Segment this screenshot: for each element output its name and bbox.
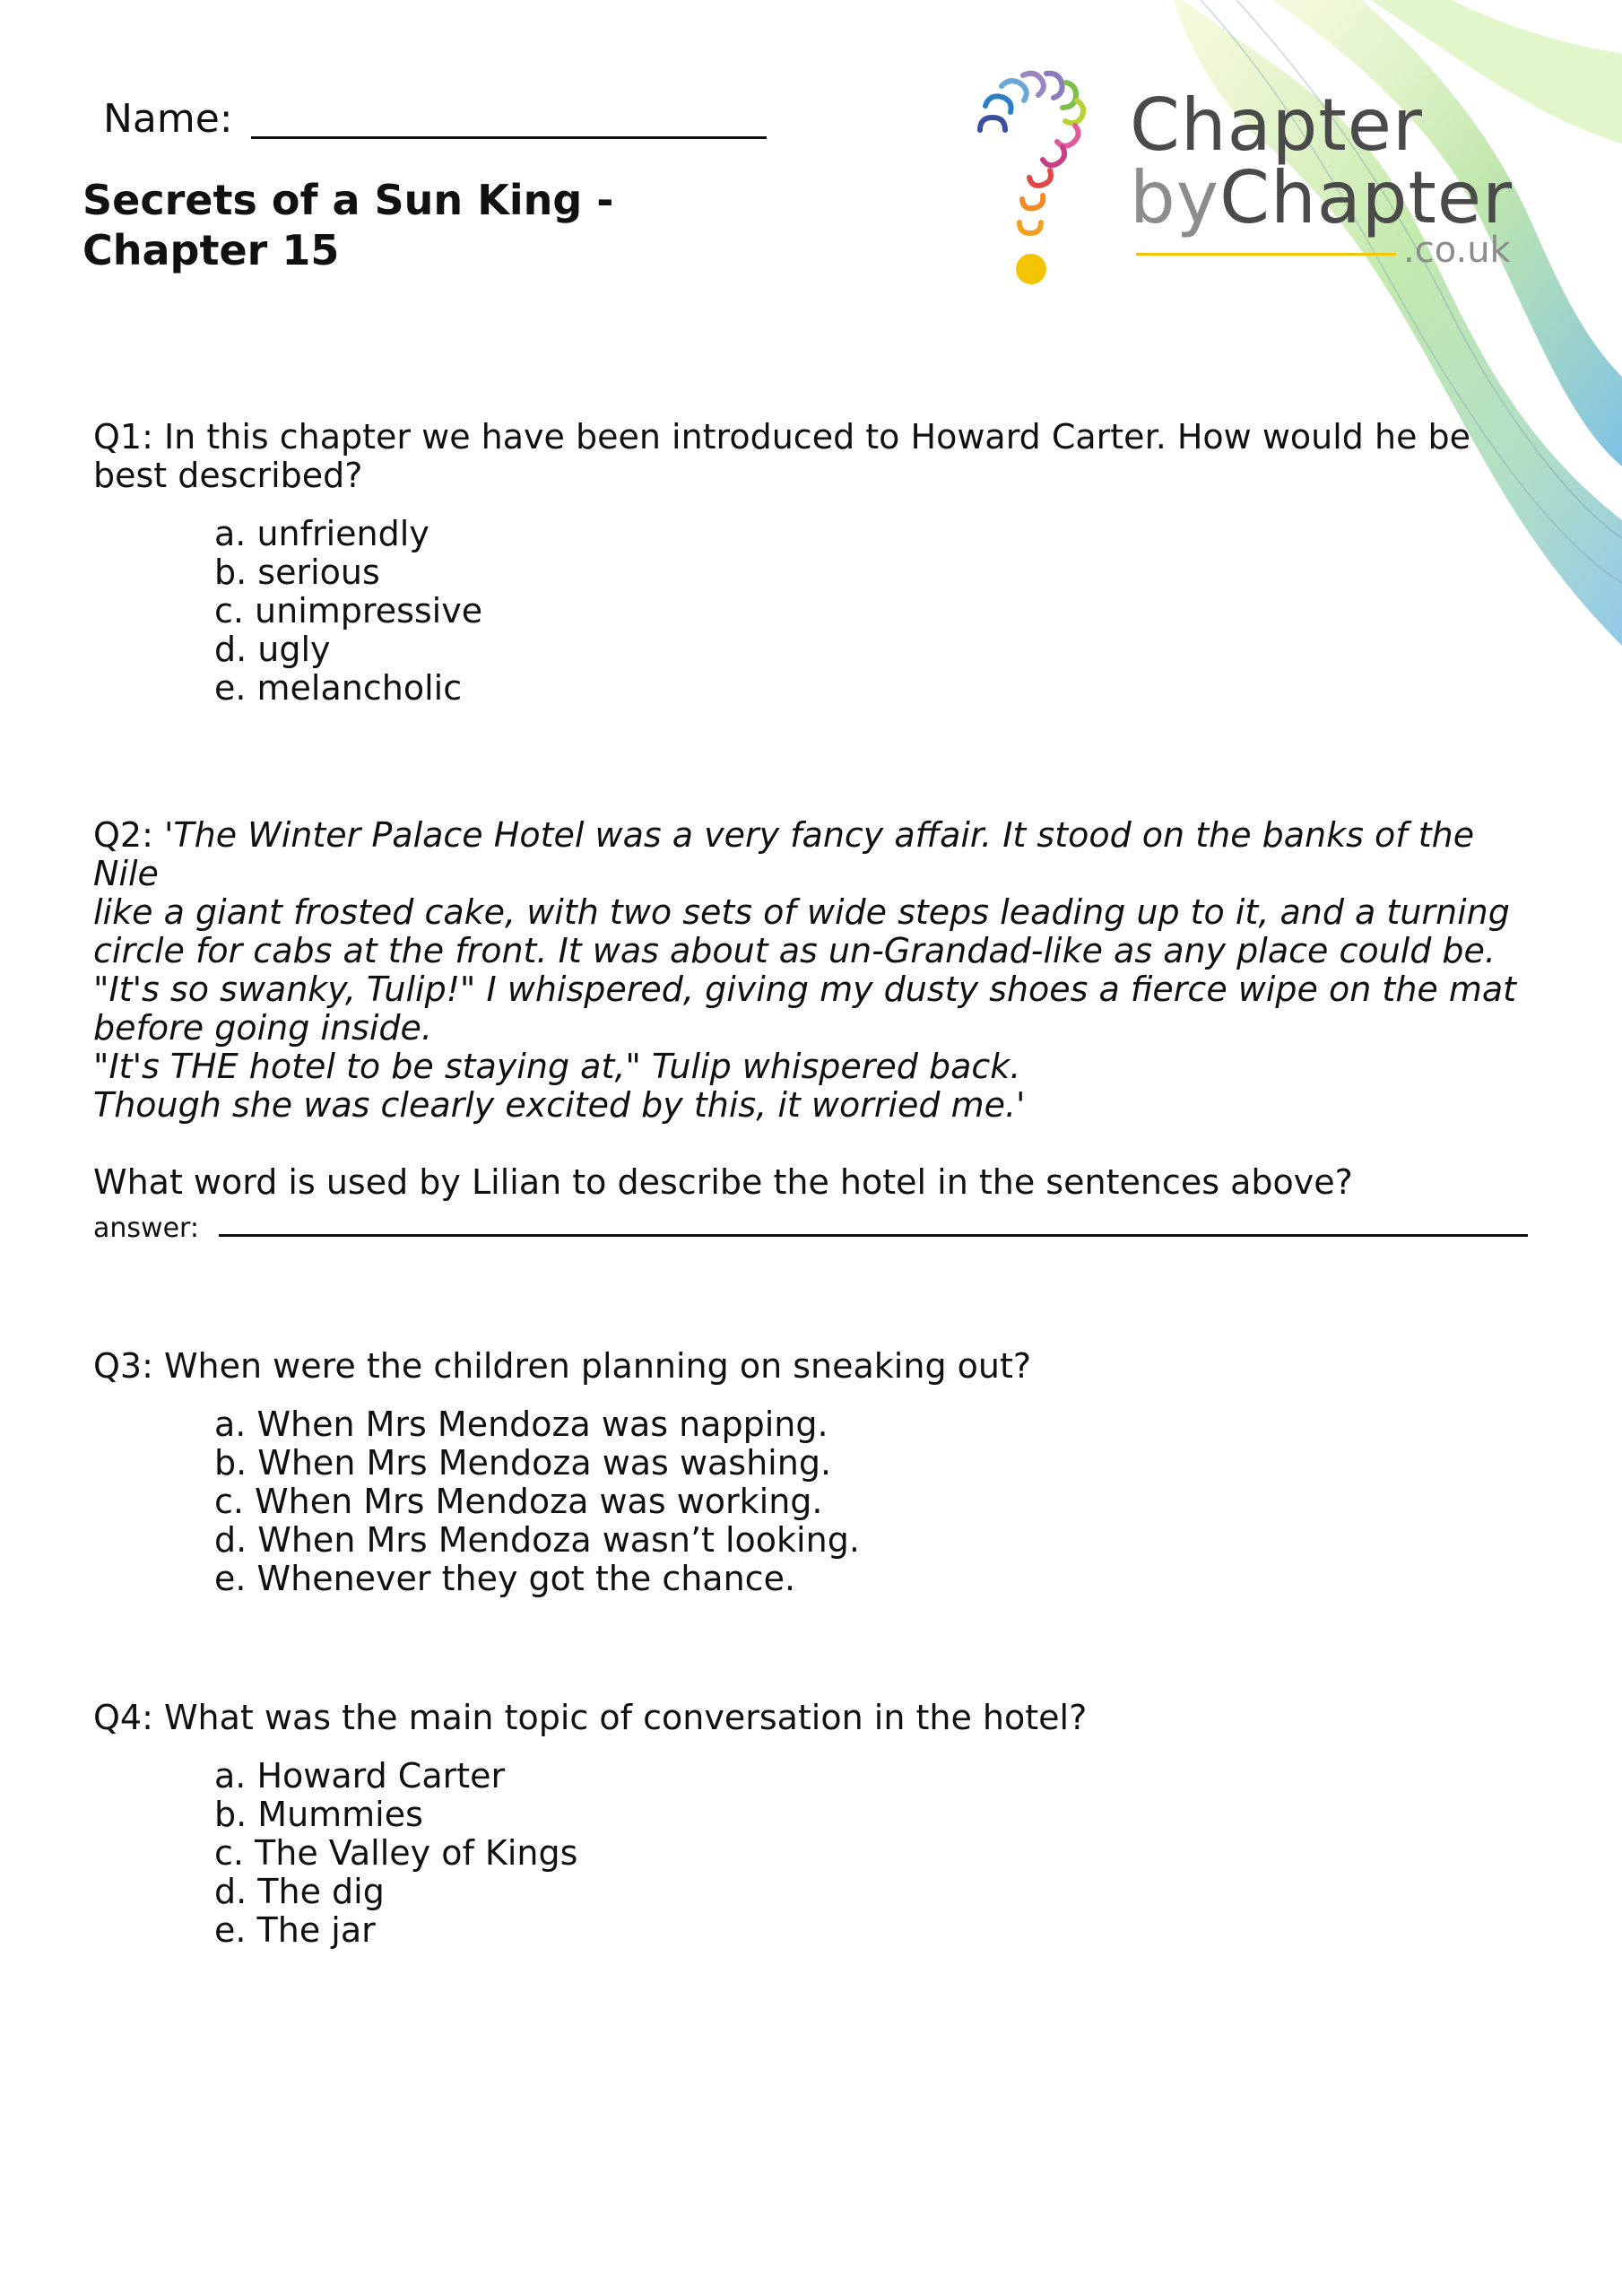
name-blank-line[interactable] xyxy=(251,97,767,139)
answer-label: answer: xyxy=(93,1213,199,1244)
logo-underline xyxy=(1136,253,1396,256)
quote-line: "It's so swanky, Tulip!" I whispered, giving my dusty shoes a fierce wipe on the mat xyxy=(93,970,1517,1009)
option-item[interactable]: a. unfriendly xyxy=(214,514,429,553)
question-2-text: What word is used by Lilian to describe the hotel in the sentences above? xyxy=(93,1162,1353,1202)
question-3-text: Q3: When were the children planning on sneaking out? xyxy=(93,1346,1032,1386)
option-item[interactable]: b. When Mrs Mendoza was washing. xyxy=(214,1443,832,1483)
question-2-prefix: Q2: xyxy=(93,815,164,855)
quote-line: like a giant frosted cake, with two sets of wide steps leading up to it, and a turning xyxy=(93,892,1510,932)
quote-line: before going inside. xyxy=(93,1008,432,1048)
question-2-quote xyxy=(93,816,1546,1125)
quote-line: "It's THE hotel to be staying at," Tulip whispered back. xyxy=(93,1047,1021,1086)
name-field-row xyxy=(103,90,767,142)
option-item[interactable]: b. serious xyxy=(214,552,380,592)
option-item[interactable]: b. Mummies xyxy=(214,1795,423,1834)
logo-line-by-chapter xyxy=(1130,156,1513,239)
name-label: Name: xyxy=(103,96,233,142)
option-item[interactable]: e. The jar xyxy=(214,1910,376,1950)
logo-chapter-2: Chapter xyxy=(1219,156,1513,239)
quote-line: Though she was clearly excited by this, it worried me.' xyxy=(93,1085,1026,1125)
logo-line-chapter: Chapter xyxy=(1130,83,1423,167)
option-item[interactable]: e. melancholic xyxy=(214,668,463,708)
chapter-by-chapter-logo xyxy=(964,54,1538,314)
question-4-options xyxy=(214,1757,1546,1950)
logo-wordmark xyxy=(1130,83,1513,239)
question-2-answer-row xyxy=(93,1213,1528,1244)
question-3-options xyxy=(214,1405,1546,1598)
quote-line: circle for cabs at the front. It was about as un-Grandad-like as any place could be. xyxy=(93,931,1496,970)
question-1-options xyxy=(214,515,1546,708)
question-4 xyxy=(93,1699,1546,1950)
option-item[interactable]: d. ugly xyxy=(214,630,331,669)
option-item[interactable]: d. The dig xyxy=(214,1872,385,1911)
option-item[interactable]: c. The Valley of Kings xyxy=(214,1833,578,1873)
option-item[interactable]: d. When Mrs Mendoza wasn’t looking. xyxy=(214,1520,860,1560)
question-1-text: Q1: In this chapter we have been introduced to Howard Carter. How would he be best described? xyxy=(93,417,1471,495)
logo-by: by xyxy=(1130,156,1220,239)
question-4-text: Q4: What was the main topic of conversation in the hotel? xyxy=(93,1698,1088,1737)
option-item[interactable]: c. unimpressive xyxy=(214,591,483,631)
question-mark-books-icon xyxy=(964,54,1125,314)
question-2 xyxy=(93,816,1546,1202)
option-item[interactable]: e. Whenever they got the chance. xyxy=(214,1559,796,1598)
question-3 xyxy=(93,1347,1546,1598)
logo-domain: .co.uk xyxy=(1403,230,1511,271)
question-1 xyxy=(93,418,1546,708)
answer-input-line[interactable] xyxy=(219,1207,1528,1237)
option-item[interactable]: a. Howard Carter xyxy=(214,1756,506,1796)
option-item[interactable]: a. When Mrs Mendoza was napping. xyxy=(214,1405,828,1444)
quote-line: 'The Winter Palace Hotel was a very fancy affair. It stood on the banks of the Nile xyxy=(93,815,1475,893)
option-item[interactable]: c. When Mrs Mendoza was working. xyxy=(214,1482,823,1521)
worksheet-title: Secrets of a Sun King - Chapter 15 xyxy=(82,176,614,274)
